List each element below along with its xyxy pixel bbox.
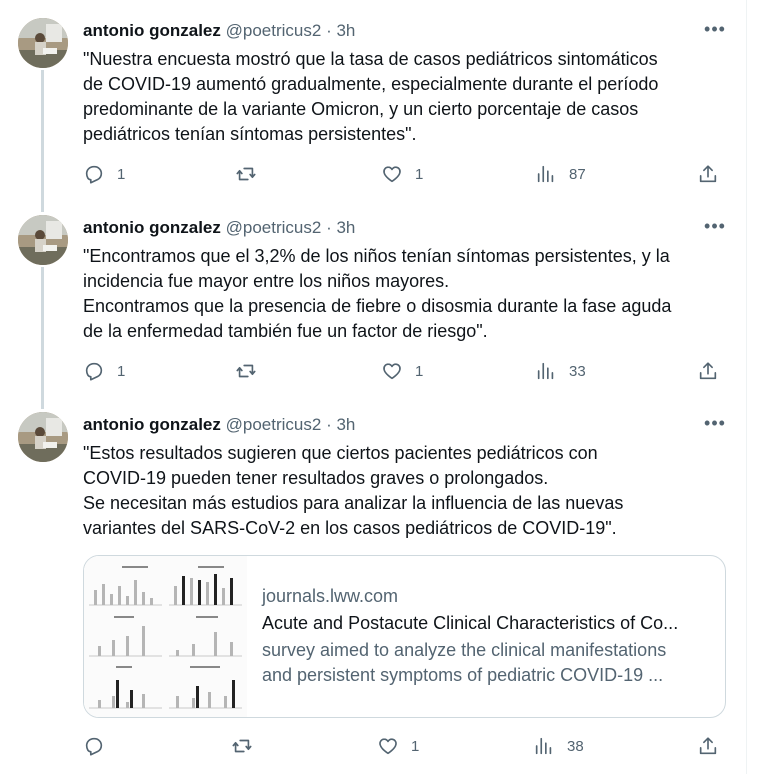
tweet[interactable] [0,16,747,196]
views-button[interactable] [535,359,586,383]
views-count: 87 [569,165,586,183]
retweet-icon [235,163,257,185]
author-handle[interactable]: @poetricus2 [225,21,322,40]
tweet-text-line: de la enfermedad también fue un factor de riesgo". [83,321,488,341]
reply-button[interactable] [83,162,125,186]
reply-icon [83,360,105,382]
tweet-text-line: incidencia fue mayor entre los niños mayores. [83,271,450,291]
avatar[interactable] [18,412,68,462]
card-title: Acute and Postacute Clinical Characteristics of Co... [262,613,679,633]
reply-count: 1 [117,165,126,183]
share-icon [697,735,719,757]
views-button[interactable] [533,734,584,758]
tweet-header [83,413,355,437]
author-handle[interactable]: @poetricus2 [225,218,322,237]
retweet-button[interactable] [231,734,265,758]
share-button[interactable] [697,734,719,758]
card-description [262,638,712,688]
tweet-text [83,244,733,344]
timestamp[interactable]: 3h [336,415,356,434]
separator-dot: · [326,21,332,40]
separator-dot: · [326,218,332,237]
heart-icon [381,360,403,382]
like-count: 1 [411,737,420,755]
author-name[interactable]: antonio gonzalez [83,218,221,237]
like-count: 1 [415,165,424,183]
author-name[interactable]: antonio gonzalez [83,21,221,40]
share-button[interactable] [697,359,719,383]
separator-dot: · [326,415,332,434]
link-preview-card[interactable] [83,555,726,718]
tweet-text-line: "Estos resultados sugieren que ciertos pacientes pediátricos con [83,443,598,463]
timestamp[interactable]: 3h [336,218,356,237]
views-button[interactable] [535,162,586,186]
tweet-text-line: pediátricos tenían síntomas persistentes". [83,124,417,144]
views-icon [535,163,557,185]
tweet-text-line: variantes del SARS-CoV-2 en los casos pediátricos de COVID-19". [83,518,617,538]
share-icon [697,360,719,382]
reply-button[interactable] [83,359,125,383]
reply-icon [83,735,105,757]
retweet-button[interactable] [235,359,269,383]
timestamp[interactable]: 3h [336,21,356,40]
like-count: 1 [415,362,424,380]
tweet-text-line: predominante de la variante Omicron, y un cierto porcentaje de casos [83,99,639,119]
tweet-text-line: "Encontramos que el 3,2% de los niños tenían síntomas persistentes, y la [83,246,670,266]
card-thumbnail [84,556,247,718]
heart-icon [377,735,399,757]
views-count: 33 [569,362,586,380]
views-icon [535,360,557,382]
retweet-icon [231,735,253,757]
more-icon[interactable]: ••• [704,216,726,236]
tweet-text-line: Encontramos que la presencia de fiebre o disosmia durante la fase aguda [83,296,672,316]
tweet-header [83,19,355,43]
action-bar [83,359,723,383]
like-button[interactable] [381,162,423,186]
card-description-line: survey aimed to analyze the clinical manifestations [262,640,667,660]
avatar[interactable] [18,18,68,68]
heart-icon [381,163,403,185]
retweet-icon [235,360,257,382]
views-count: 38 [567,737,584,755]
reply-button[interactable] [83,734,117,758]
action-bar [83,734,723,758]
more-icon[interactable]: ••• [704,413,726,433]
tweet-text-line: COVID-19 pueden tener resultados graves o prolongados. [83,468,549,488]
tweet[interactable] [0,213,747,393]
share-button[interactable] [697,162,719,186]
card-domain: journals.lww.com [262,586,399,606]
views-icon [533,735,555,757]
reply-count: 1 [117,362,126,380]
tweet-text [83,441,733,541]
tweet-text [83,47,733,147]
retweet-button[interactable] [235,162,269,186]
card-body [262,584,717,688]
tweet-header [83,216,355,240]
like-button[interactable] [377,734,419,758]
avatar[interactable] [18,215,68,265]
like-button[interactable] [381,359,423,383]
tweet-text-line: "Nuestra encuesta mostró que la tasa de casos pediátricos sintomáticos [83,49,658,69]
more-icon[interactable]: ••• [704,19,726,39]
author-name[interactable]: antonio gonzalez [83,415,221,434]
author-handle[interactable]: @poetricus2 [225,415,322,434]
action-bar [83,162,723,186]
card-description-line: and persistent symptoms of pediatric COVID-19 ... [262,665,664,685]
tweet-text-line: Se necesitan más estudios para analizar la influencia de las nuevas [83,493,624,513]
reply-icon [83,163,105,185]
share-icon [697,163,719,185]
tweet-text-line: de COVID-19 aumentó gradualmente, especialmente durante el período [83,74,659,94]
